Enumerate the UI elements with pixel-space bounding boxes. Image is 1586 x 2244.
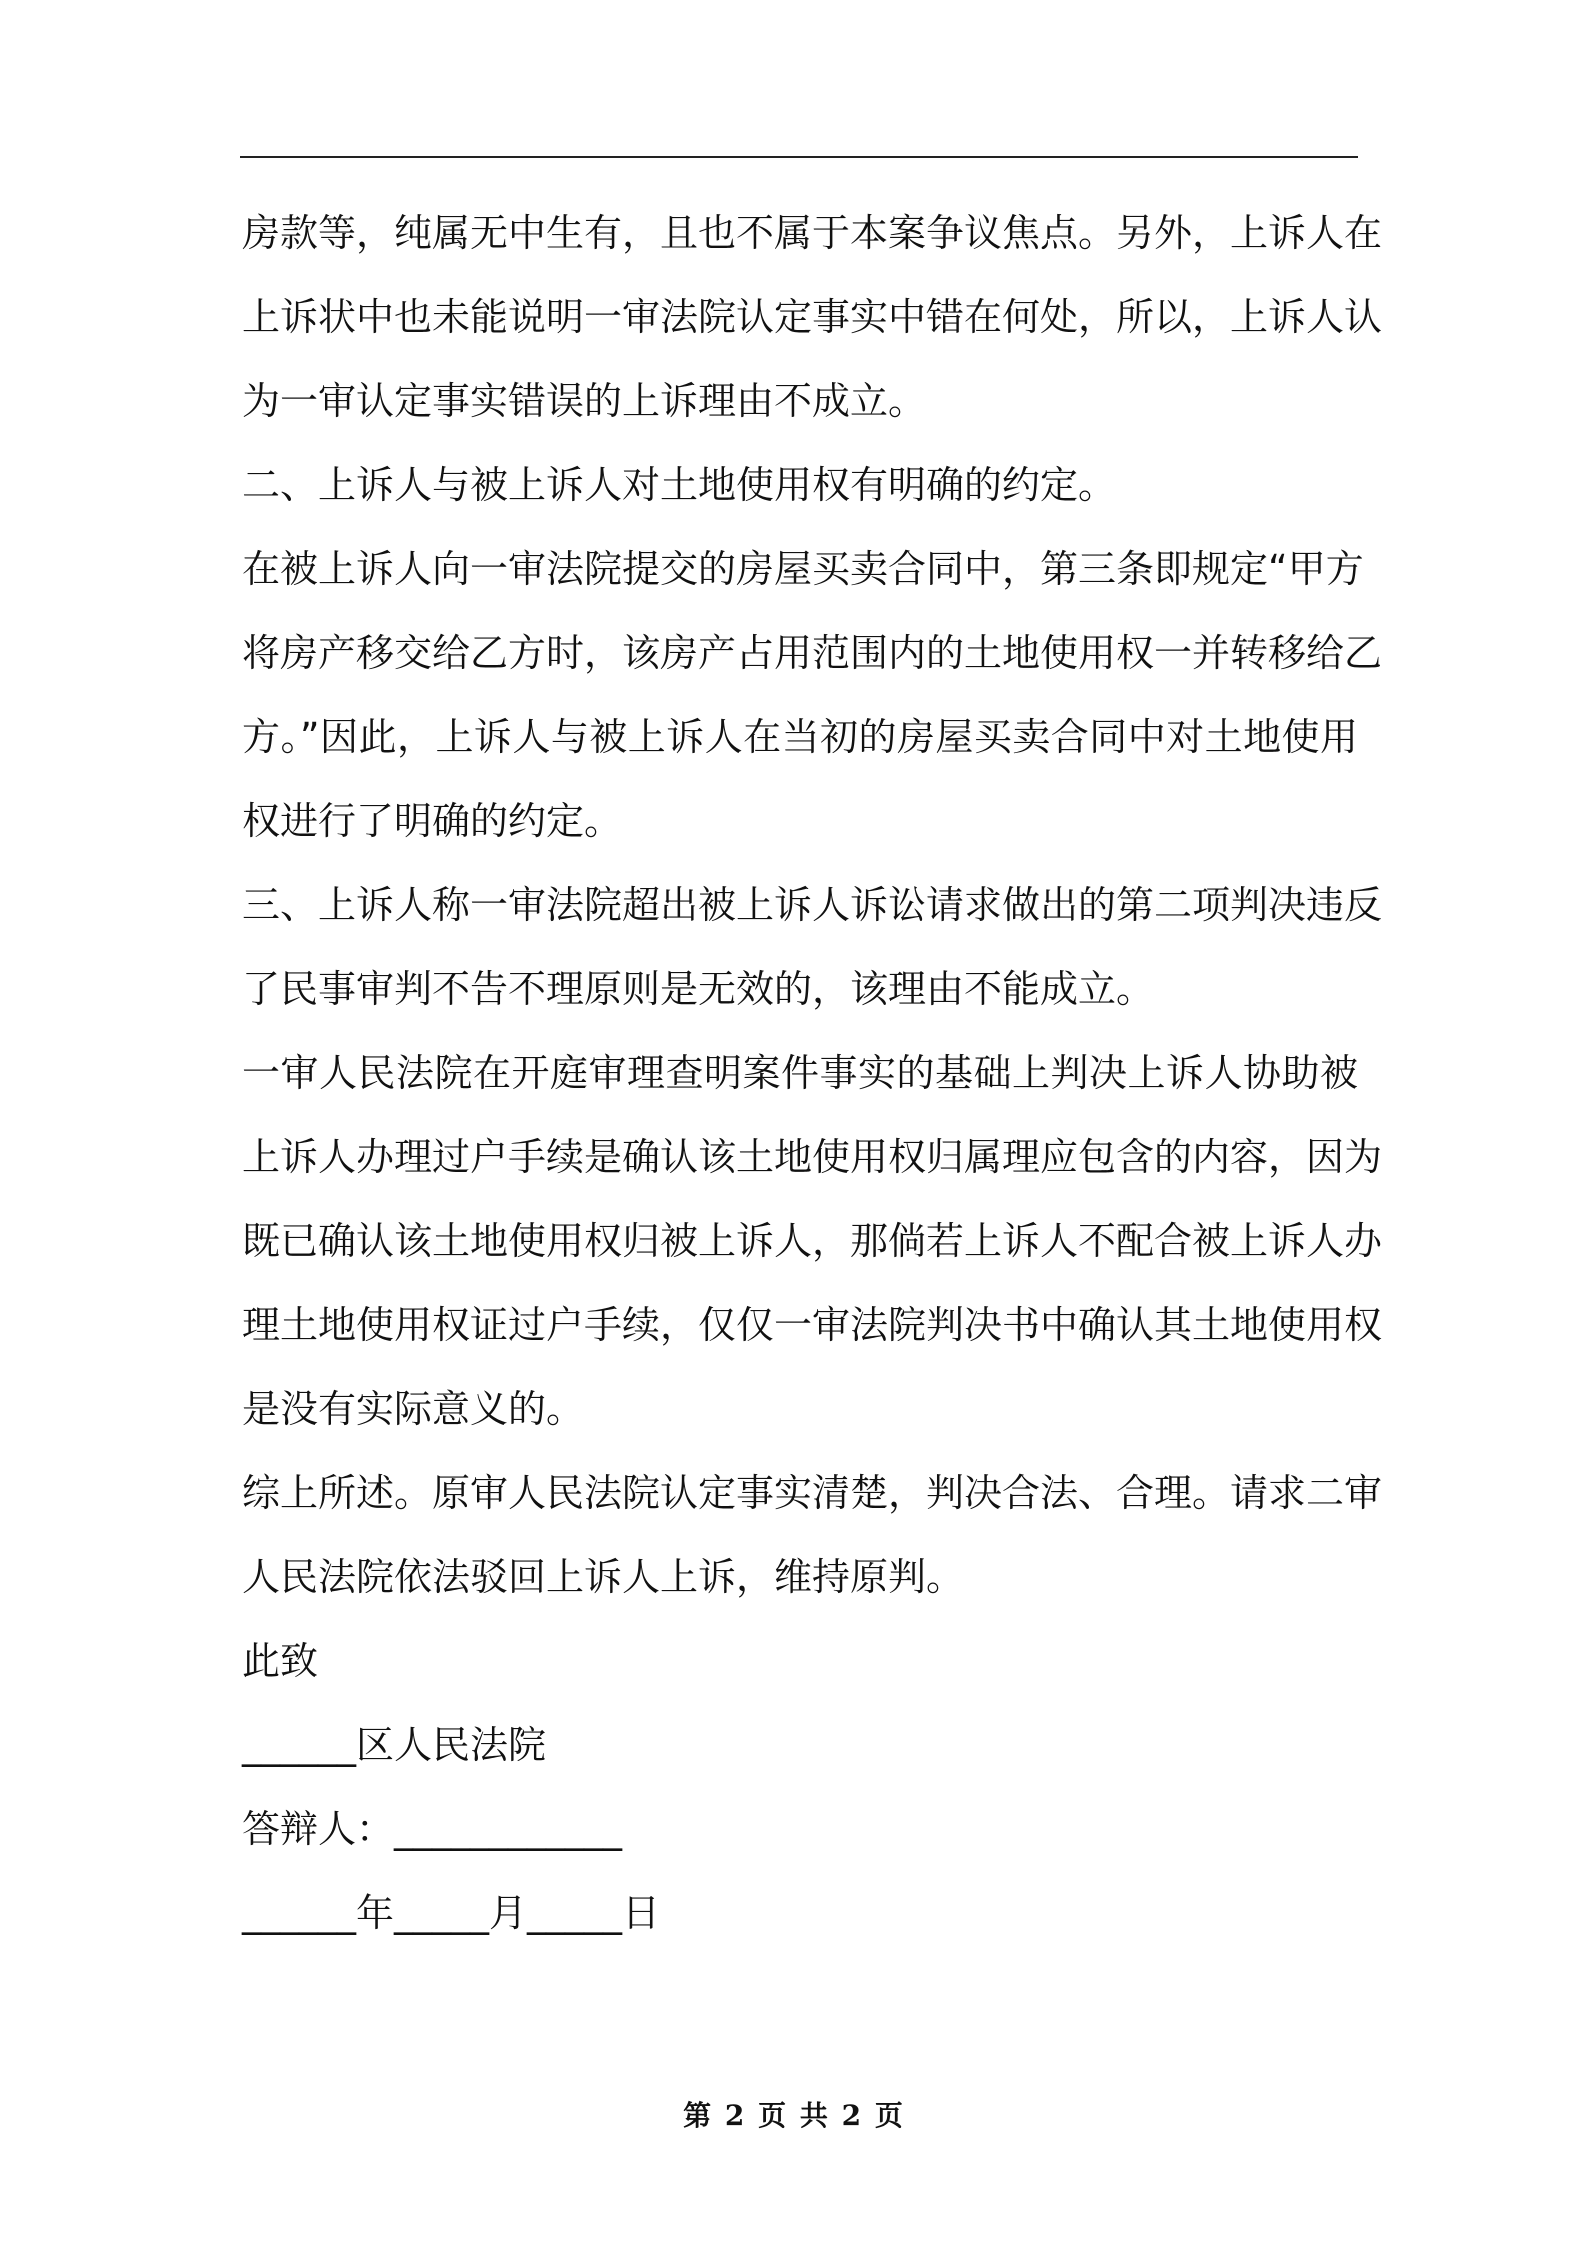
paragraph-line: 将房产移交给乙方时，该房产占用范围内的土地使用权一并转移给乙	[242, 631, 1383, 675]
court-name-blank: ______区人民法院	[242, 1723, 547, 1767]
section-heading: 二、上诉人与被上诉人对土地使用权有明确的约定。	[242, 463, 1117, 507]
section-heading: 了民事审判不告不理原则是无效的，该理由不能成立。	[242, 967, 1155, 1011]
paragraph-line: 既已确认该土地使用权归被上诉人，那倘若上诉人不配合被上诉人办	[242, 1219, 1383, 1263]
paragraph-line: 房款等，纯属无中生有，且也不属于本案争议焦点。另外，上诉人在	[242, 211, 1383, 255]
paragraph-line: 为一审认定事实错误的上诉理由不成立。	[242, 379, 927, 423]
paragraph-line: 是没有实际意义的。	[242, 1387, 585, 1431]
paragraph-line: 权进行了明确的约定。	[242, 799, 623, 843]
section-heading: 三、上诉人称一审法院超出被上诉人诉讼请求做出的第二项判决违反	[242, 883, 1383, 927]
paragraph-line: 一审人民法院在开庭审理查明案件事实的基础上判决上诉人协助被	[242, 1051, 1358, 1095]
salutation: 此致	[242, 1639, 319, 1683]
paragraph-line: 理土地使用权证过户手续，仅仅一审法院判决书中确认其土地使用权	[242, 1303, 1383, 1347]
page-number-footer: 第 2 页 共 2 页	[683, 2099, 903, 2132]
respondent-signature-blank: 答辩人：____________	[242, 1807, 623, 1851]
date-blank: ______年_____月_____日	[242, 1891, 661, 1935]
paragraph-line: 上诉人办理过户手续是确认该土地使用权归属理应包含的内容，因为	[242, 1135, 1383, 1179]
paragraph-line: 综上所述。原审人民法院认定事实清楚，判决合法、合理。请求二审	[242, 1471, 1383, 1515]
paragraph-line: 上诉状中也未能说明一审法院认定事实中错在何处，所以，上诉人认	[242, 295, 1383, 339]
paragraph-line: 人民法院依法驳回上诉人上诉，维持原判。	[242, 1555, 965, 1599]
header-rule	[240, 156, 1358, 158]
paragraph-line: 在被上诉人向一审法院提交的房屋买卖合同中，第三条即规定“甲方	[242, 547, 1364, 591]
document-body	[242, 191, 1383, 1955]
paragraph-line: 方。”因此，上诉人与被上诉人在当初的房屋买卖合同中对土地使用	[242, 715, 1358, 759]
